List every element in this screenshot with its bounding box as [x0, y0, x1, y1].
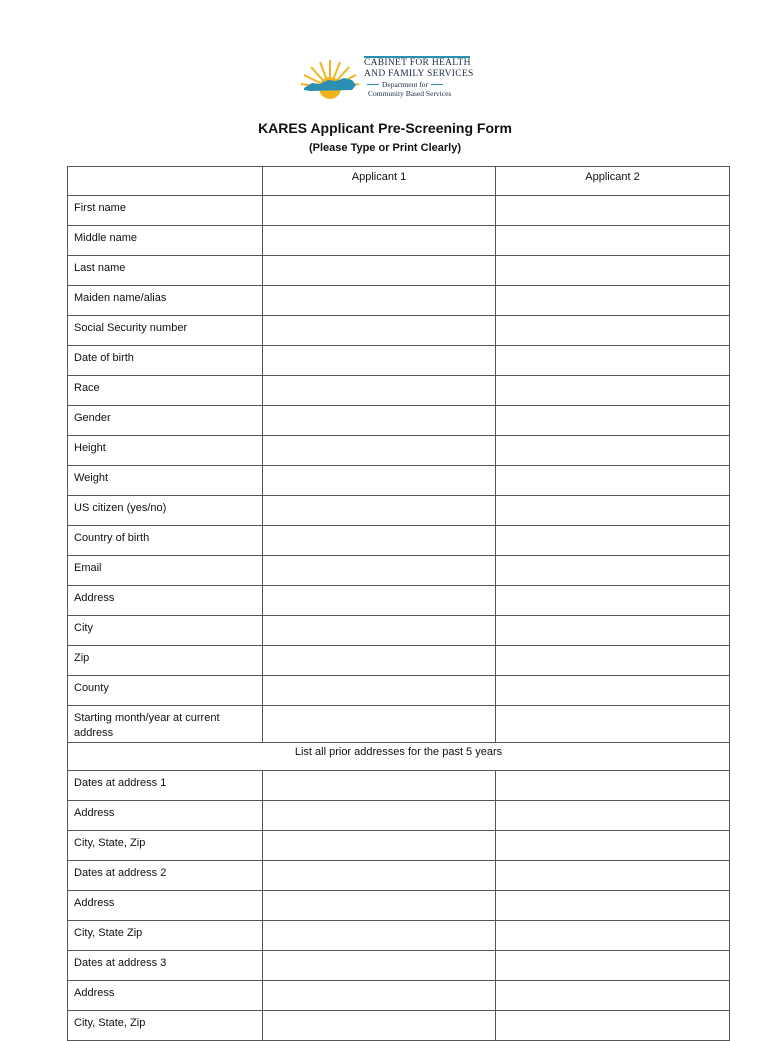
applicant-2-city-state-zip-cell[interactable]: [496, 831, 730, 861]
applicant-2-city-state-zip-cell[interactable]: [496, 1011, 730, 1041]
table-row: [68, 951, 730, 981]
applicant-1-country-of-birth-cell[interactable]: [263, 526, 496, 556]
field-label-date-of-birth: Date of birth: [68, 346, 263, 376]
applicant-1-dates-at-address-2-cell[interactable]: [263, 861, 496, 891]
applicant-2-city-state-zip-cell[interactable]: [496, 921, 730, 951]
table-row: [68, 466, 730, 496]
applicant-1-city-cell[interactable]: [263, 616, 496, 646]
applicant-2-height-cell[interactable]: [496, 436, 730, 466]
table-row: [68, 771, 730, 801]
applicant-1-first-name-cell[interactable]: [263, 196, 496, 226]
applicant-1-weight-cell[interactable]: [263, 466, 496, 496]
field-label-address: Address: [68, 586, 263, 616]
logo-line-3: Department for: [382, 80, 429, 89]
applicant-form-table: [67, 166, 730, 1041]
applicant-1-city-state-zip-cell[interactable]: [263, 921, 496, 951]
field-label-last-name: Last name: [68, 256, 263, 286]
table-row: [68, 526, 730, 556]
applicant-1-address-cell[interactable]: [263, 586, 496, 616]
table-row: [68, 346, 730, 376]
table-row: [68, 921, 730, 951]
column-header-applicant-1: Applicant 1: [263, 167, 496, 196]
field-label-social-security-number: Social Security number: [68, 316, 263, 346]
column-header-applicant-2: Applicant 2: [496, 167, 730, 196]
applicant-1-address-cell[interactable]: [263, 891, 496, 921]
field-label-first-name: First name: [68, 196, 263, 226]
table-row: [68, 801, 730, 831]
table-row: [68, 831, 730, 861]
field-label-us-citizen-yes-no: US citizen (yes/no): [68, 496, 263, 526]
prior-addresses-header-row: [68, 743, 730, 771]
applicant-1-county-cell[interactable]: [263, 676, 496, 706]
field-label-dates-at-address-3: Dates at address 3: [68, 951, 263, 981]
field-label-dates-at-address-2: Dates at address 2: [68, 861, 263, 891]
applicant-1-address-cell[interactable]: [263, 801, 496, 831]
applicant-2-date-of-birth-cell[interactable]: [496, 346, 730, 376]
field-label-address: Address: [68, 801, 263, 831]
table-row: [68, 586, 730, 616]
applicant-1-maiden-name-alias-cell[interactable]: [263, 286, 496, 316]
applicant-1-last-name-cell[interactable]: [263, 256, 496, 286]
table-row: [68, 861, 730, 891]
kentucky-sun-icon: [298, 56, 362, 100]
table-row: [68, 256, 730, 286]
field-label-middle-name: Middle name: [68, 226, 263, 256]
applicant-2-address-cell[interactable]: [496, 891, 730, 921]
applicant-2-last-name-cell[interactable]: [496, 256, 730, 286]
applicant-1-city-state-zip-cell[interactable]: [263, 1011, 496, 1041]
table-row: [68, 376, 730, 406]
table-row: [68, 406, 730, 436]
applicant-2-dates-at-address-2-cell[interactable]: [496, 861, 730, 891]
field-label-country-of-birth: Country of birth: [68, 526, 263, 556]
table-row: [68, 676, 730, 706]
field-label-city-state-zip: City, State Zip: [68, 921, 263, 951]
field-label-address: Address: [68, 981, 263, 1011]
field-label-gender: Gender: [68, 406, 263, 436]
applicant-2-city-cell[interactable]: [496, 616, 730, 646]
table-row: [68, 981, 730, 1011]
logo-line-2: AND FAMILY SERVICES: [364, 69, 474, 79]
applicant-2-social-security-number-cell[interactable]: [496, 316, 730, 346]
form-subtitle: (Please Type or Print Clearly): [308, 142, 462, 154]
applicant-1-us-citizen-yes-no-cell[interactable]: [263, 496, 496, 526]
table-row: [68, 706, 730, 743]
form-title: KARES Applicant Pre-Screening Form: [258, 120, 512, 136]
applicant-2-address-cell[interactable]: [496, 981, 730, 1011]
table-row: [68, 436, 730, 466]
field-label-city-state-zip: City, State, Zip: [68, 1011, 263, 1041]
applicant-1-email-cell[interactable]: [263, 556, 496, 586]
applicant-2-dates-at-address-3-cell[interactable]: [496, 951, 730, 981]
applicant-1-dates-at-address-3-cell[interactable]: [263, 951, 496, 981]
applicant-1-social-security-number-cell[interactable]: [263, 316, 496, 346]
field-label-zip: Zip: [68, 646, 263, 676]
column-header-blank: [68, 167, 263, 196]
applicant-1-race-cell[interactable]: [263, 376, 496, 406]
applicant-2-starting-month-year-at-current-address-cell[interactable]: [496, 706, 730, 743]
field-label-maiden-name-alias: Maiden name/alias: [68, 286, 263, 316]
table-row: [68, 1011, 730, 1041]
agency-logo: [298, 56, 478, 108]
field-label-county: County: [68, 676, 263, 706]
field-label-city-state-zip: City, State, Zip: [68, 831, 263, 861]
table-row: [68, 226, 730, 256]
field-label-race: Race: [68, 376, 263, 406]
field-label-height: Height: [68, 436, 263, 466]
table-row: [68, 556, 730, 586]
field-label-email: Email: [68, 556, 263, 586]
applicant-2-gender-cell[interactable]: [496, 406, 730, 436]
field-label-starting-month-year-at-current-address: Starting month/year at current address: [68, 706, 263, 743]
applicant-1-height-cell[interactable]: [263, 436, 496, 466]
applicant-1-address-cell[interactable]: [263, 981, 496, 1011]
prior-addresses-header: List all prior addresses for the past 5 years: [68, 743, 730, 771]
applicant-2-email-cell[interactable]: [496, 556, 730, 586]
applicant-2-dates-at-address-1-cell[interactable]: [496, 771, 730, 801]
table-row: [68, 196, 730, 226]
applicant-2-address-cell[interactable]: [496, 801, 730, 831]
applicant-2-maiden-name-alias-cell[interactable]: [496, 286, 730, 316]
applicant-2-middle-name-cell[interactable]: [496, 226, 730, 256]
table-row: [68, 616, 730, 646]
applicant-2-race-cell[interactable]: [496, 376, 730, 406]
field-label-dates-at-address-1: Dates at address 1: [68, 771, 263, 801]
applicant-1-middle-name-cell[interactable]: [263, 226, 496, 256]
applicant-1-dates-at-address-1-cell[interactable]: [263, 771, 496, 801]
applicant-2-first-name-cell[interactable]: [496, 196, 730, 226]
table-row: [68, 286, 730, 316]
table-header-row: [68, 167, 730, 196]
field-label-weight: Weight: [68, 466, 263, 496]
table-row: [68, 646, 730, 676]
table-row: [68, 496, 730, 526]
table-row: [68, 891, 730, 921]
applicant-2-us-citizen-yes-no-cell[interactable]: [496, 496, 730, 526]
applicant-2-zip-cell[interactable]: [496, 646, 730, 676]
applicant-1-city-state-zip-cell[interactable]: [263, 831, 496, 861]
applicant-2-country-of-birth-cell[interactable]: [496, 526, 730, 556]
field-label-city: City: [68, 616, 263, 646]
applicant-1-zip-cell[interactable]: [263, 646, 496, 676]
logo-line-1: CABINET FOR HEALTH: [364, 58, 471, 68]
applicant-1-gender-cell[interactable]: [263, 406, 496, 436]
applicant-2-address-cell[interactable]: [496, 586, 730, 616]
logo-line-4: Community Based Services: [368, 89, 452, 98]
applicant-1-starting-month-year-at-current-address-cell[interactable]: [263, 706, 496, 743]
table-row: [68, 316, 730, 346]
applicant-2-county-cell[interactable]: [496, 676, 730, 706]
field-label-address: Address: [68, 891, 263, 921]
applicant-2-weight-cell[interactable]: [496, 466, 730, 496]
applicant-1-date-of-birth-cell[interactable]: [263, 346, 496, 376]
